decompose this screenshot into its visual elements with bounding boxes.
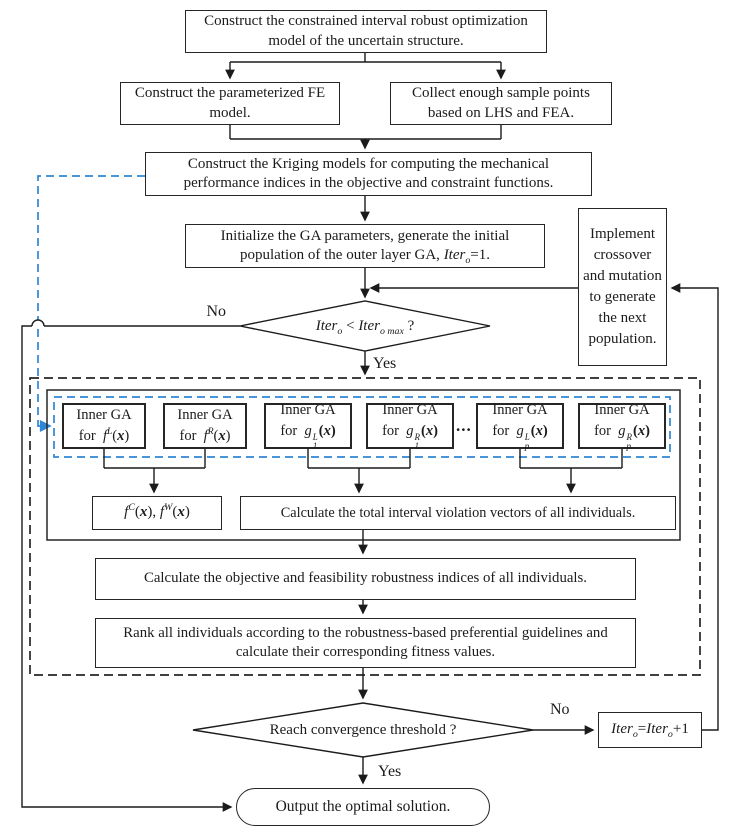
label-yes-convergence: Yes bbox=[378, 763, 402, 780]
inner-ga-6-func: for g R p (x) bbox=[594, 423, 650, 452]
node-inner-ga-4 bbox=[366, 402, 454, 452]
node-init-ga: Initialize the GA parameters, generate the initial population of the outer layer GA, Iter$_o$=1. bbox=[185, 224, 545, 268]
label-no-outer: No bbox=[206, 303, 226, 320]
inner-ga-1-title: Inner GA bbox=[76, 406, 132, 423]
inner-ga-3-title: Inner GA bbox=[280, 402, 336, 419]
bracket-pair2 bbox=[308, 449, 410, 468]
node-inner-ga-6 bbox=[578, 402, 666, 452]
label-no-convergence: No bbox=[550, 701, 570, 718]
bracket-pair1 bbox=[104, 449, 205, 468]
node-inner-ga-3 bbox=[264, 402, 352, 452]
node-implement-crossover: Implement crossover and mutation to generate the next population. bbox=[578, 208, 667, 366]
inner-ga-5-title: Inner GA bbox=[492, 402, 548, 419]
connector-merge bbox=[230, 125, 501, 139]
node-fe-model: Construct the parameterized FE model. bbox=[120, 82, 340, 125]
node-violation-vectors: Calculate the total interval violation vectors of all individuals. bbox=[240, 496, 676, 530]
node-rank-individuals: Rank all individuals according to the robustness-based preferential guidelines and calculate their corresponding fitness values. bbox=[95, 618, 636, 668]
node-inner-ga-2 bbox=[163, 403, 247, 449]
node-sample-points: Collect enough sample points based on LHS and FEA. bbox=[390, 82, 612, 125]
decision-convergence-text: Reach convergence threshold ? bbox=[269, 721, 457, 738]
bracket-pair3 bbox=[520, 449, 622, 468]
inner-ga-4-func: for g R 1 (x) bbox=[382, 423, 438, 452]
node-construct-model: Construct the constrained interval robust optimization model of the uncertain structure. bbox=[185, 10, 547, 53]
inner-ga-6-title: Inner GA bbox=[594, 402, 650, 419]
inner-ga-2-func: for $f^R(x)$ bbox=[179, 426, 231, 444]
decision-outer-iteration-text: Iter$_o$ < Iter$_{o max}$ ? bbox=[315, 317, 415, 337]
inner-ga-3-func: for g L 1 (x) bbox=[280, 423, 336, 452]
connector-iter-to-implement bbox=[672, 288, 718, 730]
line-hop bbox=[32, 320, 44, 326]
node-output-solution: Output the optimal solution. bbox=[236, 788, 490, 826]
node-inner-ga-5 bbox=[476, 402, 564, 452]
node-inner-ga-1 bbox=[62, 403, 146, 449]
node-robustness-indices: Calculate the objective and feasibility robustness indices of all individuals. bbox=[95, 558, 636, 600]
connector-top-split bbox=[230, 53, 501, 62]
inner-ga-2-title: Inner GA bbox=[177, 406, 233, 423]
blue-kriging-feedback-connector bbox=[38, 176, 145, 426]
inner-ga-1-func: for $f^L(x)$ bbox=[78, 426, 130, 444]
ellipsis-dots: ... bbox=[456, 416, 472, 435]
label-yes-outer: Yes bbox=[373, 355, 397, 372]
node-iter-increment: Iter$_o$=Iter$_o$+1 bbox=[598, 712, 702, 748]
inner-ga-5-func: for g L p (x) bbox=[492, 423, 548, 452]
node-kriging-models: Construct the Kriging models for computing the mechanical performance indices in the objective and constraint functions. bbox=[145, 152, 592, 196]
inner-ga-4-title: Inner GA bbox=[382, 402, 438, 419]
node-fc-fw: $f^C(x)$, $f^W(x)$ bbox=[92, 496, 222, 530]
